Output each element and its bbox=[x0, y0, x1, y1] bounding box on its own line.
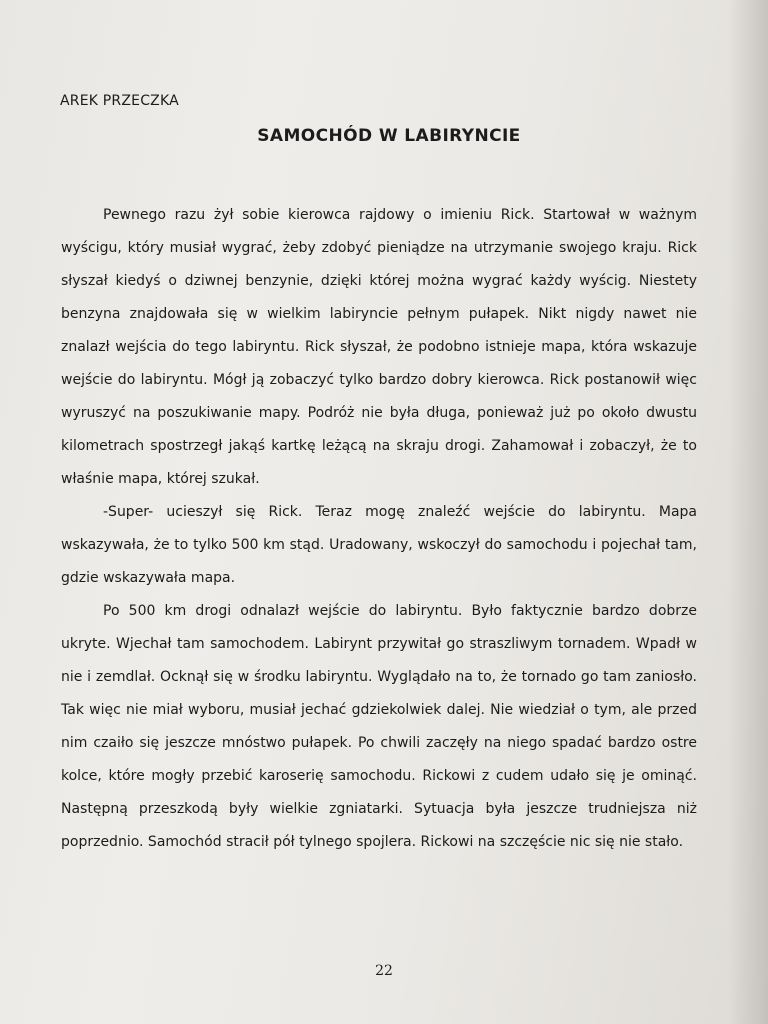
author-name: AREK PRZECZKA bbox=[60, 93, 179, 109]
page-edge-shadow bbox=[728, 0, 768, 1024]
paragraph-2: -Super- ucieszył się Rick. Teraz mogę znaleźć wejście do labiryntu. Mapa wskazywała, że to tylko 500 km stąd. Uradowany, wskoczył do samochodu i pojechał tam, gdzie wskazywała mapa. bbox=[61, 504, 697, 586]
paragraph-1: Pewnego razu żył sobie kierowca rajdowy o imieniu Rick. Startował w ważnym wyścigu, który musiał wygrać, żeby zdobyć pieniądze na utrzymanie swojego kraju. Rick słyszał kiedyś o dziwnej benzynie, dzięki której można wygrać każdy wyścig. Niestety benzyna znajdowała się w wielkim labiryncie pełnym pułapek. Nikt nigdy nawet nie znalazł wejścia do tego labiryntu. Rick słyszał, że podobno istnieje mapa, która wskazuje wejście do labiryntu. Mógł ją zobaczyć tylko bardzo dobry kierowca. Rick postanowił więc wyruszyć na poszukiwanie mapy. Podróż nie była długa, ponieważ już po około dwustu kilometrach spostrzegł jakąś kartkę leżącą na skraju drogi. Zahamował i zobaczył, że to właśnie mapa, której szukał. bbox=[61, 207, 697, 487]
page-number: 22 bbox=[375, 963, 393, 979]
story-title: SAMOCHÓD W LABIRYNCIE bbox=[257, 126, 521, 146]
story-body bbox=[61, 199, 697, 859]
paragraph-3: Po 500 km drogi odnalazł wejście do labiryntu. Było faktycznie bardzo dobrze ukryte. Wjechał tam samochodem. Labirynt przywitał go straszliwym tornadem. Wpadł w nie i zemdlał. Ocknął się w środku labiryntu. Wyglądało na to, że tornado go tam zaniosło. Tak więc nie miał wyboru, musiał jechać gdziekolwiek dalej. Nie wiedział o tym, ale przed nim czaiło się jeszcze mnóstwo pułapek. Po chwili zaczęły na niego spadać bardzo ostre kolce, które mogły przebić karoserię samochodu. Rickowi z cudem udało się je ominąć. Następną przeszkodą były wielkie zgniatarki. Sytuacja była jeszcze trudniejsza niż poprzednio. Samochód stracił pół tylnego spojlera. Rickowi na szczęście nic się nie stało. bbox=[61, 603, 697, 850]
